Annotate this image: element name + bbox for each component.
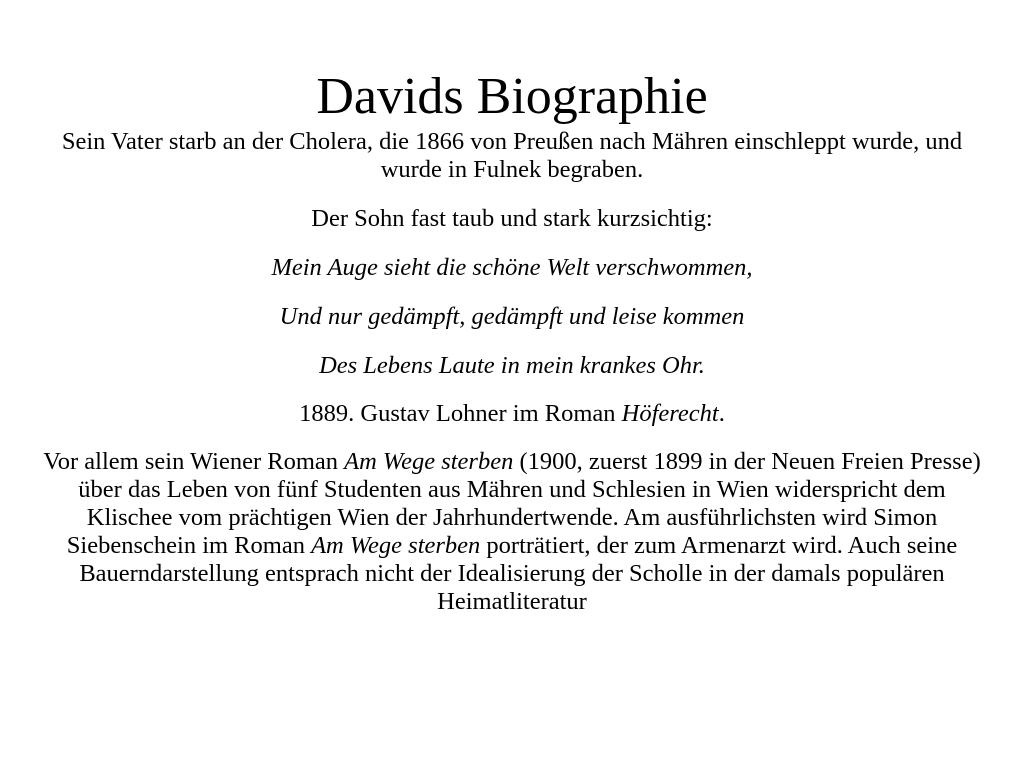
quote-line-3 bbox=[40, 352, 984, 380]
slide-body bbox=[40, 128, 984, 616]
quote-line-2 bbox=[40, 303, 984, 331]
quote-line-2-text: Und nur gedämpft, gedämpft und leise kommen bbox=[279, 303, 745, 330]
novel-title-am-wege-sterben-1: Am Wege sterben bbox=[344, 448, 514, 475]
quote-line-1 bbox=[40, 254, 984, 282]
paragraph-1889-end: . bbox=[718, 400, 725, 427]
paragraph-son-condition: Der Sohn fast taub und stark kurzsichtig: bbox=[311, 205, 713, 232]
paragraph-vienna-novel bbox=[40, 448, 984, 616]
quote-line-3-text: Des Lebens Laute in mein krankes Ohr. bbox=[319, 352, 705, 379]
vienna-part-1: Vor allem sein Wiener Roman bbox=[43, 448, 345, 475]
paragraph-father-death: Sein Vater starb an der Cholera, die 1866 von Preußen nach Mähren einschleppt wurde, und wurde in Fulnek begraben. bbox=[61, 128, 963, 183]
vienna-part-3: porträtiert, der zum Armenarzt wird. Auch seine Bauerndarstellung entsprach nicht der Idealisierung der Scholle in der damals populären Heimatliteratur bbox=[79, 532, 958, 615]
slide-title: Davids Biographie bbox=[316, 68, 708, 125]
paragraph-1889-text: 1889. Gustav Lohner im Roman bbox=[299, 400, 622, 427]
novel-title-am-wege-sterben-2: Am Wege sterben bbox=[311, 532, 481, 559]
vienna-part-2: (1900, zuerst 1899 in der Neuen Freien Presse) über das Leben von fünf Studenten aus Mähren und Schlesien in Wien widerspricht dem Klischee vom prächtigen Wien der Jahrhundertwende. Am ausführlichsten wird Simon Siebenschein im Roman bbox=[66, 448, 981, 559]
novel-title-hoeferecht: Höferecht bbox=[621, 400, 719, 427]
quote-line-1-text: Mein Auge sieht die schöne Welt verschwommen, bbox=[271, 254, 753, 281]
paragraph-1889 bbox=[40, 400, 984, 428]
